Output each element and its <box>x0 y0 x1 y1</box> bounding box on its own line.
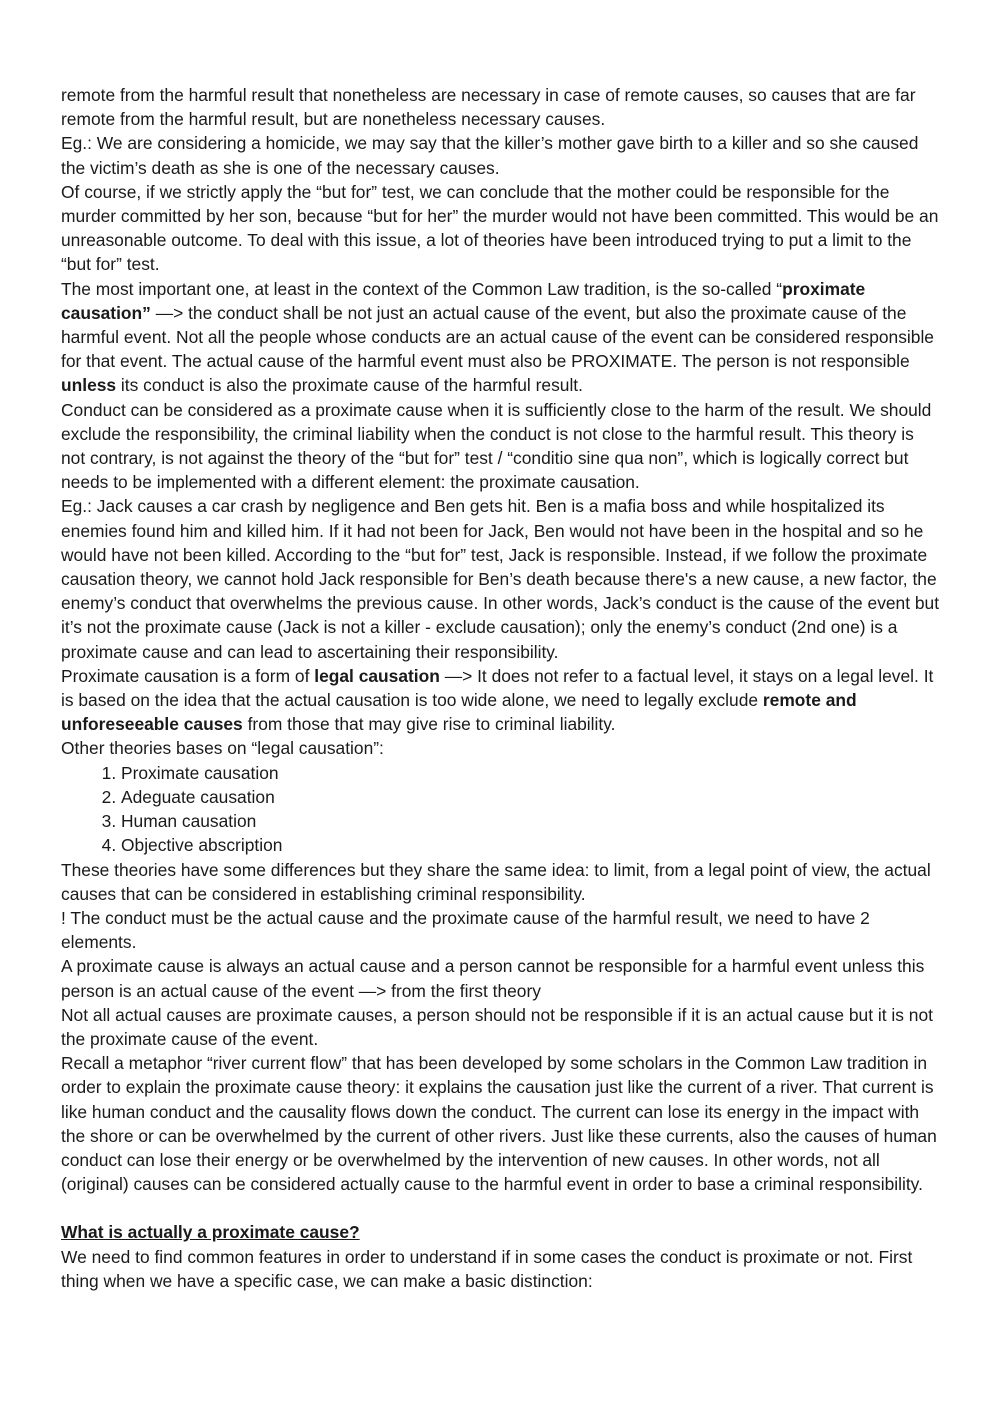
bold-term: remote and unforeseeable causes <box>61 690 857 735</box>
list-item: 3. Human causation <box>121 809 940 833</box>
list-item: 1. Proximate causation <box>121 761 940 785</box>
section-heading: What is actually a proximate cause? <box>61 1222 360 1243</box>
text-run: Proximate causation is a form of <box>61 665 315 686</box>
paragraph <box>61 180 940 277</box>
paragraph <box>61 398 940 495</box>
text-run: from those that may give rise to criminal liability. <box>242 714 616 735</box>
paragraph <box>61 131 940 179</box>
paragraph <box>61 494 940 663</box>
paragraph <box>61 83 940 131</box>
text-run: Of course, if we strictly apply the “but for” test, we can conclude that the mother could be responsible for the murder committed by her son, because “but for her” the murder would not have been committed. This would be an unreasonable outcome. To deal with this issue, a lot of theories have been introduced trying to put a limit to the “but for” test. <box>61 181 939 275</box>
text-run: its conduct is also the proximate cause of the harmful result. <box>116 375 583 396</box>
paragraph: A proximate cause is always an actual cause and a person cannot be responsible for a harmful event unless this person is an actual cause of the event —> from the first theory <box>61 956 925 1001</box>
bold-term: legal causation <box>314 665 440 686</box>
text-run: Eg.: Jack causes a car crash by negligence and Ben gets hit. Ben is a mafia boss and while hospitalized its enemies found him and killed him. If it had not been for Jack, Ben would not have been in the hospital and so he would have not been killed. According to the “but for” test, Jack is responsible. Instead, if we follow the proximate causation theory, we cannot hold Jack responsible for Ben’s death because there's a new cause, a new factor, the enemy’s conduct that overwhelms the previous cause. In other words, Jack’s conduct is the cause of the event but it’s not the proximate cause (Jack is not a killer - exclude causation); only the enemy’s conduct (2nd one) is a proximate cause and can lead to ascertaining their responsibility. <box>61 496 940 662</box>
text-run: remote from the harmful result that nonetheless are necessary in case of remote causes, so causes that are far remote from the harmful result, but are nonetheless necessary causes. <box>61 85 916 130</box>
paragraph: ! The conduct must be the actual cause and the proximate cause of the harmful result, we need to have 2 elements. <box>61 907 870 953</box>
paragraph <box>61 736 940 760</box>
bold-term: proximate causation” <box>61 278 866 323</box>
list-item: 4. Objective abscription <box>121 833 940 857</box>
paragraph: These theories have some differences but they share the same idea: to limit, from a legal point of view, the actual causes that can be considered in establishing criminal responsibility. <box>61 859 931 904</box>
text-run: Conduct can be considered as a proximate cause when it is sufficiently close to the harm of the result. We should exclude the responsibility, the criminal liability when the conduct is not close to the harmful result. This theory is not contrary, is not against the theory of the “but for” test / “conditio sine qua non”, which is logically correct but needs to be implemented with a different element: the proximate causation. <box>61 399 932 493</box>
text-run: Eg.: We are considering a homicide, we may say that the killer’s mother gave birth to a killer and so she caused the victim’s death as she is one of the necessary causes. <box>61 133 919 178</box>
text-run: —> the conduct shall be not just an actual cause of the event, but also the proximate cause of the harmful event. Not all the people whose conducts are an actual cause of the event can be considered responsible for that event. The actual cause of the harmful event must also be PROXIMATE. The person is not responsible <box>61 302 934 372</box>
text-run: Other theories bases on “legal causation”: <box>61 738 384 759</box>
paragraph: Not all actual causes are proximate causes, a person should not be responsible if it is an actual cause but it is not the proximate cause of the event. <box>61 1004 933 1049</box>
paragraph <box>61 664 940 737</box>
paragraph <box>61 277 940 398</box>
text-run: —> It does not refer to a factual level, it stays on a legal level. It is based on the idea that the actual causation is too wide alone, we need to legally exclude <box>61 665 934 711</box>
body-text-continued <box>61 858 940 1197</box>
paragraph: We need to find common features in order to understand if in some cases the conduct is proximate or not. First thing when we have a specific case, we can make a basic distinction: <box>61 1246 913 1291</box>
paragraph: Recall a metaphor “river current flow” that has been developed by some scholars in the Common Law tradition in order to explain the proximate cause theory: it explains the causation just like the current of a river. That current is like human conduct and the causality flows down the conduct. The current can lose its energy in the impact with the shore or can be overwhelmed by the current of other rivers. Just like these currents, also the causes of human conduct can lose their energy or be overwhelmed by the intervention of new causes. In other words, not all (original) causes can be considered actually cause to the harmful event in order to base a criminal responsibility. <box>61 1053 937 1195</box>
body-text <box>61 83 940 761</box>
bold-term: unless <box>61 375 117 396</box>
section-body <box>61 1245 940 1293</box>
paragraph-gap <box>61 1196 940 1220</box>
list-item: 2. Adeguate causation <box>121 785 940 809</box>
text-run: The most important one, at least in the context of the Common Law tradition, is the so-called “ <box>61 278 783 299</box>
legal-causation-theories-list <box>61 761 940 858</box>
